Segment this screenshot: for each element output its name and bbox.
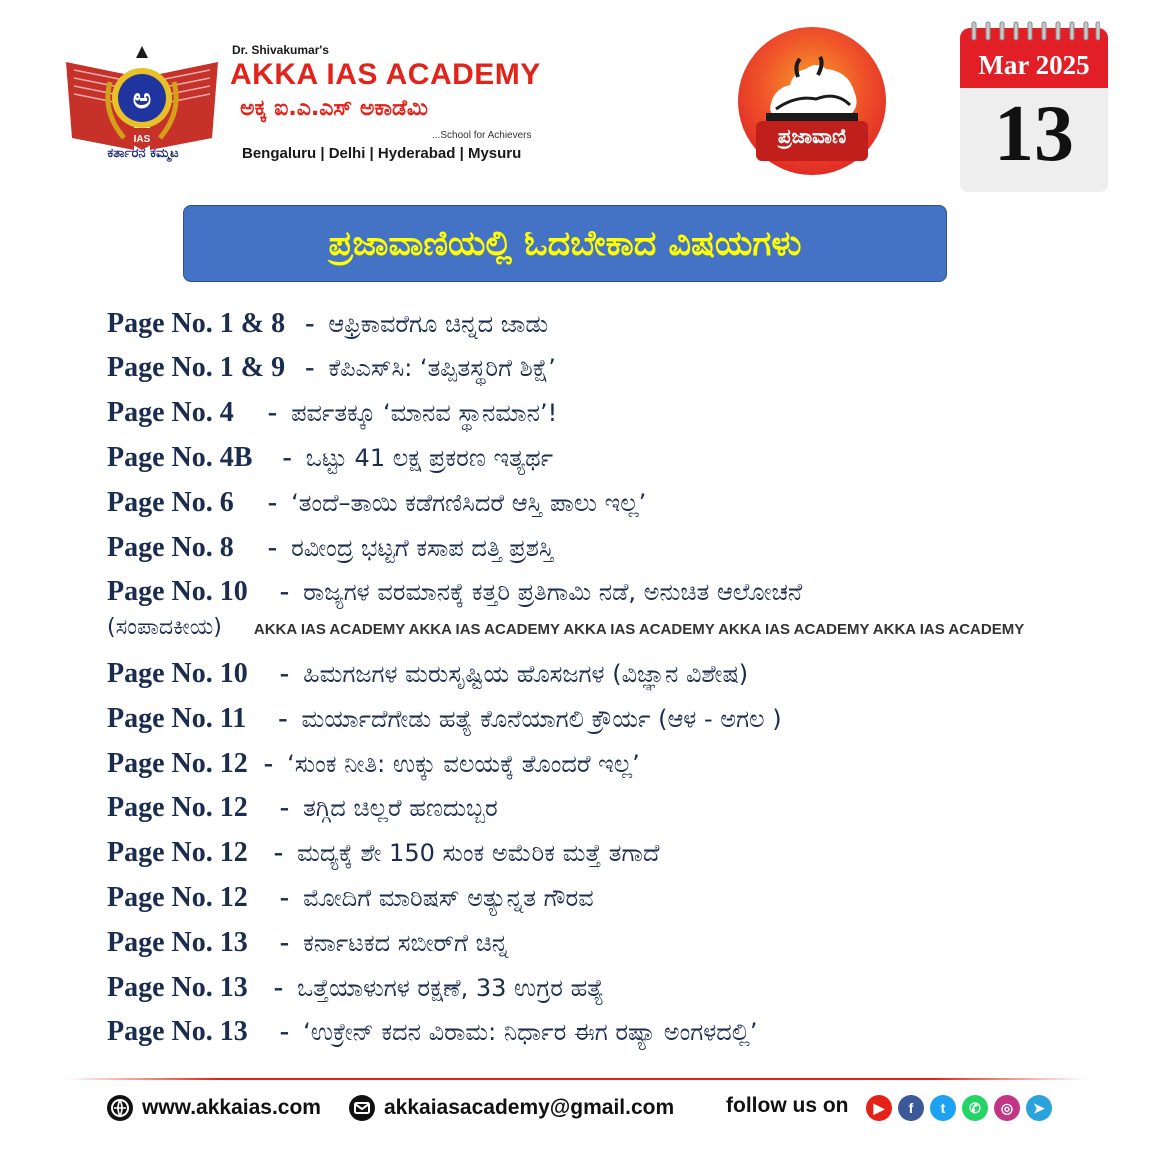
editorial-label: (ಸಂಪಾದಕೀಯ) xyxy=(107,615,222,640)
page-number: Page No. 12 xyxy=(107,837,248,868)
page-number: Page No. 13 xyxy=(107,1016,248,1047)
list-item: Page No. 10 - ಹಿಮಗಜಗಳ ಮರುಸೃಷ್ಟಿಯ ಹೊಸಜಗಳ (ವಿಜ್ಞಾನ ವಿಶೇಷ) xyxy=(107,658,749,689)
article-title: ಮೋದಿಗೆ ಮಾರಿಷಸ್ ಅತ್ಯುನ್ನತ ಗೌರವ xyxy=(303,884,594,912)
list-item: Page No. 1 & 9 - ಕೆಪಿಎಸ್‌ಸಿ: ‘ತಪ್ಪಿತಸ್ಥರಿಗೆ ಶಿಕ್ಷೆ’ xyxy=(107,352,556,383)
article-title: ಒತ್ತೆಯಾಳುಗಳ ರಕ್ಷಣೆ, 33 ಉಗ್ರರ ಹತ್ಯೆ xyxy=(297,974,605,1002)
list-item: Page No. 12 - ತಗ್ಗಿದ ಚಿಲ್ಲರೆ ಹಣದುಬ್ಬರ xyxy=(107,792,498,823)
article-title: ಪರ್ವತಕ್ಕೂ ‘ಮಾನವ ಸ್ಥಾನಮಾನ’! xyxy=(291,399,558,427)
page-number: Page No. 13 xyxy=(107,972,248,1003)
list-item: Page No. 10 - ರಾಜ್ಯಗಳ ವರಮಾನಕ್ಕೆ ಕತ್ತರಿ ಪ್ರತಿಗಾಮಿ ನಡೆ, ಅನುಚಿತ ಆಲೋಚನೆ xyxy=(107,576,803,607)
banner-title: ಪ್ರಜಾವಾಣಿಯಲ್ಲಿ ಓದಬೇಕಾದ ವಿಷಯಗಳು xyxy=(328,223,802,264)
footer-divider xyxy=(66,1078,1086,1080)
article-title: ತಗ್ಗಿದ ಚಿಲ್ಲರೆ ಹಣದುಬ್ಬರ xyxy=(303,794,498,822)
list-item: Page No. 11 - ಮರ್ಯಾದೆಗೇಡು ಹತ್ಯೆ ಕೊನೆಯಾಗಲಿ ಕ್ರೌರ್ಯ (ಆಳ - ಅಗಲ ) xyxy=(107,703,782,734)
editorial-row xyxy=(107,615,1024,640)
whatsapp-icon[interactable]: ✆ xyxy=(962,1095,988,1121)
list-item: Page No. 4B - ಒಟ್ಟು 41 ಲಕ್ಷ ಪ್ರಕರಣ ಇತ್ಯರ್ಥ xyxy=(107,442,554,473)
academy-name: AKKA IAS ACADEMY xyxy=(230,58,541,91)
article-title: ರವೀಂದ್ರ ಭಟ್ಟಗೆ ಕಸಾಪ ದತ್ತಿ ಪ್ರಶಸ್ತಿ xyxy=(291,534,554,562)
list-item: Page No. 4 - ಪರ್ವತಕ್ಕೂ ‘ಮಾನವ ಸ್ಥಾನಮಾನ’! xyxy=(107,397,558,428)
title-banner xyxy=(183,205,947,282)
date-calendar xyxy=(960,28,1108,192)
facebook-icon[interactable]: f xyxy=(898,1095,924,1121)
mail-icon xyxy=(348,1094,376,1122)
list-item: Page No. 12 - ಮೋದಿಗೆ ಮಾರಿಷಸ್ ಅತ್ಯುನ್ನತ ಗೌರವ xyxy=(107,882,594,913)
academy-name-kannada: ಅಕ್ಕ ಐ.ಎ.ಎಸ್ ಅಕಾಡೆಮಿ xyxy=(240,96,428,121)
email-text: akkaiasacademy@gmail.com xyxy=(384,1096,675,1119)
article-title: ಮರ್ಯಾದೆಗೇಡು ಹತ್ಯೆ ಕೊನೆಯಾಗಲಿ ಕ್ರೌರ್ಯ (ಆಳ - ಅಗಲ ) xyxy=(301,705,782,733)
page-number: Page No. 4 xyxy=(107,397,234,428)
article-title: ರಾಜ್ಯಗಳ ವರಮಾನಕ್ಕೆ ಕತ್ತರಿ ಪ್ರತಿಗಾಮಿ ನಡೆ, ಅನುಚಿತ ಆಲೋಚನೆ xyxy=(303,578,803,606)
list-item: Page No. 12 - ಮದ್ಯಕ್ಕೆ ಶೇ 150 ಸುಂಕ ಅಮೆರಿಕ ಮತ್ತೆ ತಗಾದೆ xyxy=(107,837,660,868)
article-title: ಆಫ್ರಿಕಾವರೆಗೂ ಚಿನ್ನದ ಜಾಡು xyxy=(328,310,549,338)
owner-name: Dr. Shivakumar's xyxy=(232,43,329,57)
list-item: Page No. 1 & 8 - ಆಫ್ರಿಕಾವರೆಗೂ ಚಿನ್ನದ ಜಾಡು xyxy=(107,308,549,339)
page-number: Page No. 1 & 9 xyxy=(107,352,286,383)
website-text: www.akkaias.com xyxy=(142,1096,321,1119)
list-item: Page No. 12 - ‘ಸುಂಕ ನೀತಿ: ಉಕ್ಕು ವಲಯಕ್ಕೆ ತೊಂದರೆ ಇಲ್ಲ’ xyxy=(107,748,640,779)
page-number: Page No. 12 xyxy=(107,748,248,779)
article-title: ‘ಸುಂಕ ನೀತಿ: ಉಕ್ಕು ವಲಯಕ್ಕೆ ತೊಂದರೆ ಇಲ್ಲ’ xyxy=(287,750,640,778)
email-link[interactable] xyxy=(348,1094,674,1122)
page-number: Page No. 10 xyxy=(107,658,248,689)
page-number: Page No. 12 xyxy=(107,792,248,823)
list-item: Page No. 8 - ರವೀಂದ್ರ ಭಟ್ಟಗೆ ಕಸಾಪ ದತ್ತಿ ಪ್ರಶಸ್ತಿ xyxy=(107,532,554,563)
telegram-icon[interactable]: ➤ xyxy=(1026,1095,1052,1121)
page-number: Page No. 4B xyxy=(107,442,253,473)
calendar-rings-icon xyxy=(970,20,1100,42)
page-number: Page No. 1 & 8 xyxy=(107,308,286,339)
article-title: ಮದ್ಯಕ್ಕೆ ಶೇ 150 ಸುಂಕ ಅಮೆರಿಕ ಮತ್ತೆ ತಗಾದೆ xyxy=(297,839,660,867)
list-item: Page No. 13 - ‘ಉಕ್ರೇನ್ ಕದನ ವಿರಾಮ: ನಿರ್ಧಾರ ಈಗ ರಷ್ಯಾ ಅಂಗಳದಲ್ಲಿ’ xyxy=(107,1016,758,1047)
academy-slogan: ...School for Achievers xyxy=(432,130,532,141)
list-item: Page No. 6 - ‘ತಂದೆ–ತಾಯಿ ಕಡೆಗಣಿಸಿದರೆ ಆಸ್ತಿ ಪಾಲು ಇಲ್ಲ’ xyxy=(107,487,647,518)
watermark-text: AKKA IAS ACADEMY AKKA IAS ACADEMY AKKA IAS ACADEMY AKKA IAS ACADEMY AKKA IAS ACADEMY xyxy=(253,621,1025,638)
page-number: Page No. 11 xyxy=(107,703,247,734)
logo-tagline: ಕರ್ತಾರನ ಕಮ್ಮಟ xyxy=(107,146,179,161)
page-number: Page No. 12 xyxy=(107,882,248,913)
article-title: ಕರ್ನಾಟಕದ ಸಬೀರ್‌ಗೆ ಚಿನ್ನ xyxy=(303,929,509,957)
list-item: Page No. 13 - ಒತ್ತೆಯಾಳುಗಳ ರಕ್ಷಣೆ, 33 ಉಗ್ರರ ಹತ್ಯೆ xyxy=(107,972,605,1003)
academy-cities: Bengaluru | Delhi | Hyderabad | Mysuru xyxy=(242,145,522,162)
page-number: Page No. 8 xyxy=(107,532,234,563)
logo-badge: IAS xyxy=(133,134,151,145)
article-title: ಒಟ್ಟು 41 ಲಕ್ಷ ಪ್ರಕರಣ ಇತ್ಯರ್ಥ xyxy=(305,444,554,472)
prajavani-logo-icon xyxy=(736,25,888,177)
svg-text:ಅ: ಅ xyxy=(132,82,152,115)
calendar-month: Mar 2025 xyxy=(978,50,1090,80)
youtube-icon[interactable]: ▶ xyxy=(866,1095,892,1121)
follow-label: follow us on xyxy=(726,1094,849,1117)
page-number: Page No. 10 xyxy=(107,576,248,607)
newspaper-name: ಪ್ರಜಾವಾಣಿ xyxy=(777,124,847,148)
page-number: Page No. 13 xyxy=(107,927,248,958)
website-link[interactable] xyxy=(106,1094,321,1122)
page-number: Page No. 6 xyxy=(107,487,234,518)
globe-icon xyxy=(106,1094,134,1122)
calendar-day: 13 xyxy=(994,90,1074,178)
list-item: Page No. 13 - ಕರ್ನಾಟಕದ ಸಬೀರ್‌ಗೆ ಚಿನ್ನ xyxy=(107,927,509,958)
instagram-icon[interactable]: ◎ xyxy=(994,1095,1020,1121)
article-title: ‘ತಂದೆ–ತಾಯಿ ಕಡೆಗಣಿಸಿದರೆ ಆಸ್ತಿ ಪಾಲು ಇಲ್ಲ’ xyxy=(291,489,647,517)
twitter-icon[interactable]: t xyxy=(930,1095,956,1121)
article-title: ಕೆಪಿಎಸ್‌ಸಿ: ‘ತಪ್ಪಿತಸ್ಥರಿಗೆ ಶಿಕ್ಷೆ’ xyxy=(328,354,556,382)
academy-logo-icon xyxy=(62,42,222,162)
article-title: ‘ಉಕ್ರೇನ್ ಕದನ ವಿರಾಮ: ನಿರ್ಧಾರ ಈಗ ರಷ್ಯಾ ಅಂಗಳದಲ್ಲಿ’ xyxy=(303,1018,758,1046)
article-title: ಹಿಮಗಜಗಳ ಮರುಸೃಷ್ಟಿಯ ಹೊಸಜಗಳ (ವಿಜ್ಞಾನ ವಿಶೇಷ) xyxy=(303,660,749,688)
